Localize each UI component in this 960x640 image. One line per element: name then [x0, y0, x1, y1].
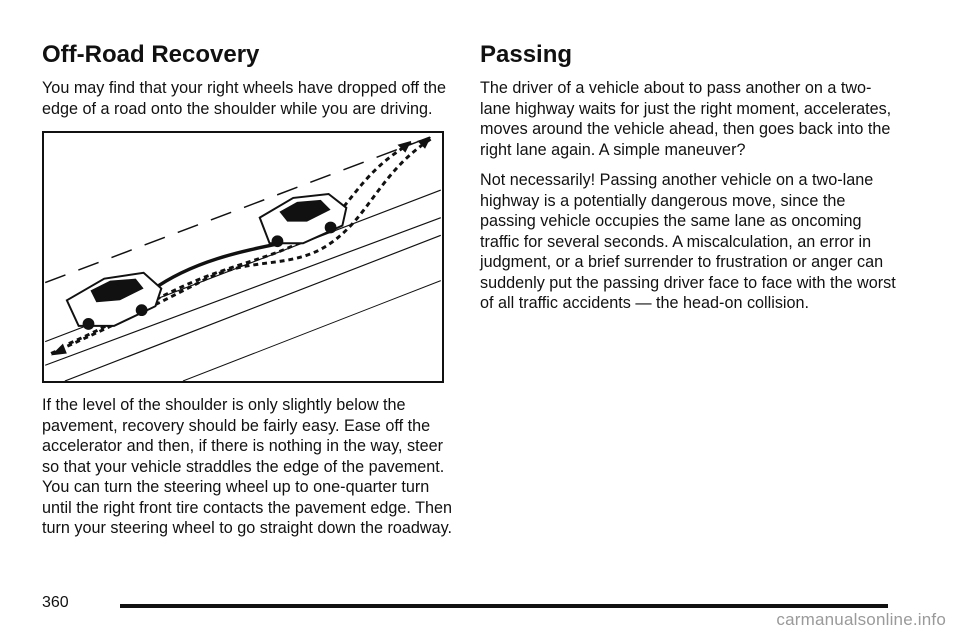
- off-road-recovery-illustration: [42, 131, 444, 383]
- arrow-tail: [51, 344, 67, 356]
- left-column: [42, 40, 454, 549]
- road-cars-drawing: [44, 133, 442, 381]
- section-title-passing: Passing: [480, 41, 573, 68]
- passing-paragraph-1: The driver of a vehicle about to pass another on a two-lane highway waits for just the right moment, accelerates, moves around the vehicle ahead, then goes back into the right lane again. A simple maneuver?: [480, 79, 892, 159]
- page-number: 360: [42, 594, 69, 611]
- page-footer: [42, 592, 888, 618]
- off-road-intro-paragraph: You may find that your right wheels have dropped off the edge of a road onto the shoulder while you are driving.: [42, 79, 447, 118]
- car-front: [260, 194, 347, 247]
- footer-rule: [120, 604, 888, 608]
- off-road-body-paragraph: If the level of the shoulder is only slightly below the pavement, recovery should be fairly easy. Ease off the accelerator and then, if there is nothing in the way, steer so that your vehicle straddles the edge of the pavement. You can turn the steering wheel up to one-quarter turn until the right front tire contacts the pavement edge. Then turn your steering wheel to go straight down the roadway.: [42, 396, 453, 537]
- car-rear: [67, 273, 161, 330]
- right-column: [480, 40, 900, 324]
- passing-paragraph-2: Not necessarily! Passing another vehicle on a two-lane highway is a potentially dangerous move, since the passing vehicle occupies the same lane as oncoming traffic for several seconds. A miscalculation, an error in judgment, or a brief surrender to frustration or anger can suddenly put the passing driver face to face with the worst of all traffic accidents — the head-on collision.: [480, 171, 896, 312]
- shoulder-line-3: [183, 281, 441, 381]
- arrow-head-2: [398, 141, 412, 153]
- solid-path: [151, 243, 281, 290]
- center-line: [45, 133, 441, 283]
- section-title-off-road-recovery: Off-Road Recovery: [42, 41, 260, 68]
- watermark-link[interactable]: carmanualsonline.info: [776, 610, 946, 629]
